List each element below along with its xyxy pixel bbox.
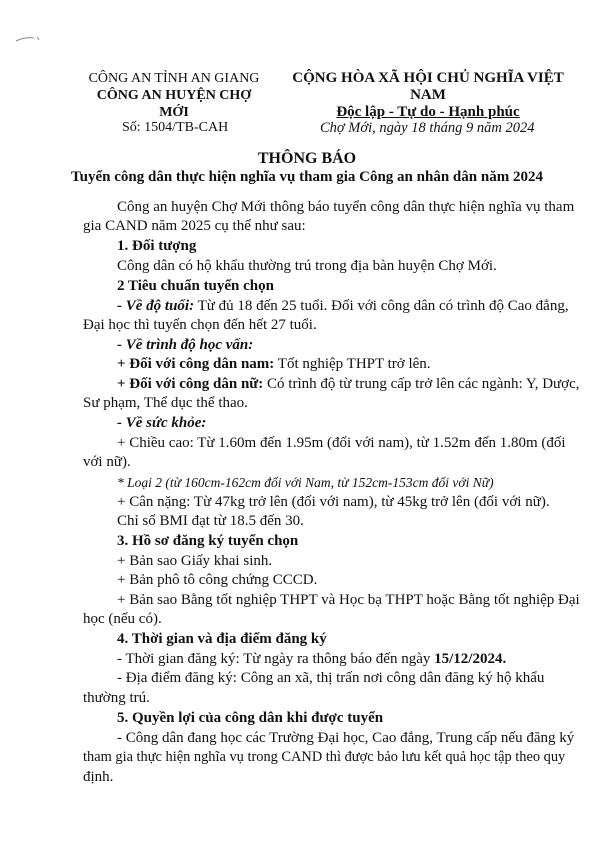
age-text: Từ đủ 18 đến 25 tuổi. Đối với công dân có trình độ Cao đẳng, — [194, 298, 569, 314]
document-number: Số: 1504/TB-CAH — [122, 120, 229, 135]
agency-name — [84, 87, 264, 121]
male-education — [83, 355, 583, 374]
benefit-line-2: tham gia thực hiện nghĩa vụ trong CAND thì được bảo lưu kết quả học tập theo quy — [83, 749, 566, 765]
section-5-heading: 5. Quyền lợi của công dân khi được tuyển — [117, 710, 384, 726]
male-text: Tốt nghiệp THPT trở lên. — [274, 356, 431, 372]
height-line-1: + Chiều cao: Từ 1.60m đến 1.95m (đối với nam), từ 1.52m đến 1.80m (đối — [117, 435, 566, 451]
document-title: THÔNG BÁO — [257, 150, 357, 167]
section-1-heading: 1. Đối tượng — [117, 238, 197, 254]
document-subtitle: Tuyển công dân thực hiện nghĩa vụ tham gia Công an nhân dân năm 2024 — [71, 169, 543, 185]
age-line-2: Đại học thì tuyển chọn đến hết 27 tuổi. — [83, 317, 317, 333]
section-3-heading: 3. Hồ sơ đăng ký tuyển chọn — [117, 533, 299, 549]
female-label: + Đối với công dân nữ: — [117, 376, 264, 392]
male-label: + Đối với công dân nam: — [117, 356, 275, 372]
registration-deadline: 15/12/2024. — [434, 651, 507, 667]
section-2-heading: 2 Tiêu chuẩn tuyển chọn — [117, 278, 274, 294]
agency-name-text: CÔNG AN HUYỆN CHỢ MỚI — [96, 88, 252, 120]
nation-motto-text: Độc lập - Tự do - Hạnh phúc — [336, 104, 520, 120]
benefit-line-3: định. — [83, 769, 114, 785]
agency-parent: CÔNG AN TỈNH AN GIANG — [88, 71, 260, 86]
intro-line-2: gia CAND năm 2025 cụ thể như sau: — [83, 218, 306, 234]
registration-time-text: - Thời gian đăng ký: Từ ngày ra thông báo đến ngày — [117, 651, 435, 667]
age-label: - Về độ tuổi: — [117, 298, 195, 314]
benefit-line-1: - Công dân đang học các Trường Đại học, Cao đẳng, Trung cấp nếu đăng ký — [117, 730, 575, 746]
weight-line: + Cân nặng: Từ 47kg trở lên (đối với nam), từ 45kg trở lên (đối với nữ). — [117, 494, 550, 510]
section-4-heading: 4. Thời gian và địa điểm đăng ký — [117, 631, 327, 647]
health-label: - Về sức khỏe: — [117, 415, 207, 431]
education-label: - Về trình độ học vấn: — [117, 337, 254, 353]
registration-place-1: - Địa điểm đăng ký: Công an xã, thị trấn nơi công dân đăng ký hộ khẩu — [117, 670, 545, 686]
issuing-agency — [84, 70, 264, 121]
registration-place-2: thường trú. — [83, 690, 150, 706]
document-date: Chợ Mới, ngày 18 tháng 9 năm 2024 — [320, 120, 535, 136]
scan-mark — [14, 34, 42, 44]
document-item-1: + Bản sao Giấy khai sinh. — [117, 553, 273, 569]
document-item-3-line-2: học (nếu có). — [83, 611, 162, 627]
height-class-2: * Loại 2 (từ 160cm-162cm đối với Nam, từ 152cm-153cm đối với Nữ) — [117, 475, 494, 490]
section-1-text: Công dân có hộ khẩu thường trú trong địa bàn huyện Chợ Mới. — [117, 258, 497, 274]
female-text: Có trình độ từ trung cấp trở lên các ngành: Y, Dược, — [263, 376, 580, 392]
registration-time — [83, 650, 583, 669]
document-item-3-line-1: + Bản sao Bằng tốt nghiệp THPT và Học bạ THPT hoặc Bằng tốt nghiệp Đại — [117, 592, 580, 608]
nation-name: CỘNG HÒA XÃ HỘI CHỦ NGHĨA VIỆT NAM — [292, 70, 564, 103]
bmi-line: Chỉ số BMI đạt từ 18.5 đến 30. — [117, 513, 304, 529]
document-item-2: + Bản phô tô công chứng CCCD. — [117, 572, 318, 588]
age-line-1 — [83, 297, 583, 316]
female-education-1 — [83, 375, 583, 394]
intro-line-1: Công an huyện Chợ Mới thông báo tuyển công dân thực hiện nghĩa vụ tham — [117, 199, 575, 215]
female-education-2: Sư phạm, Thể dục thể thao. — [83, 395, 248, 411]
nation-motto — [278, 104, 578, 121]
height-line-2: với nữ). — [83, 454, 131, 470]
national-header — [278, 70, 578, 121]
